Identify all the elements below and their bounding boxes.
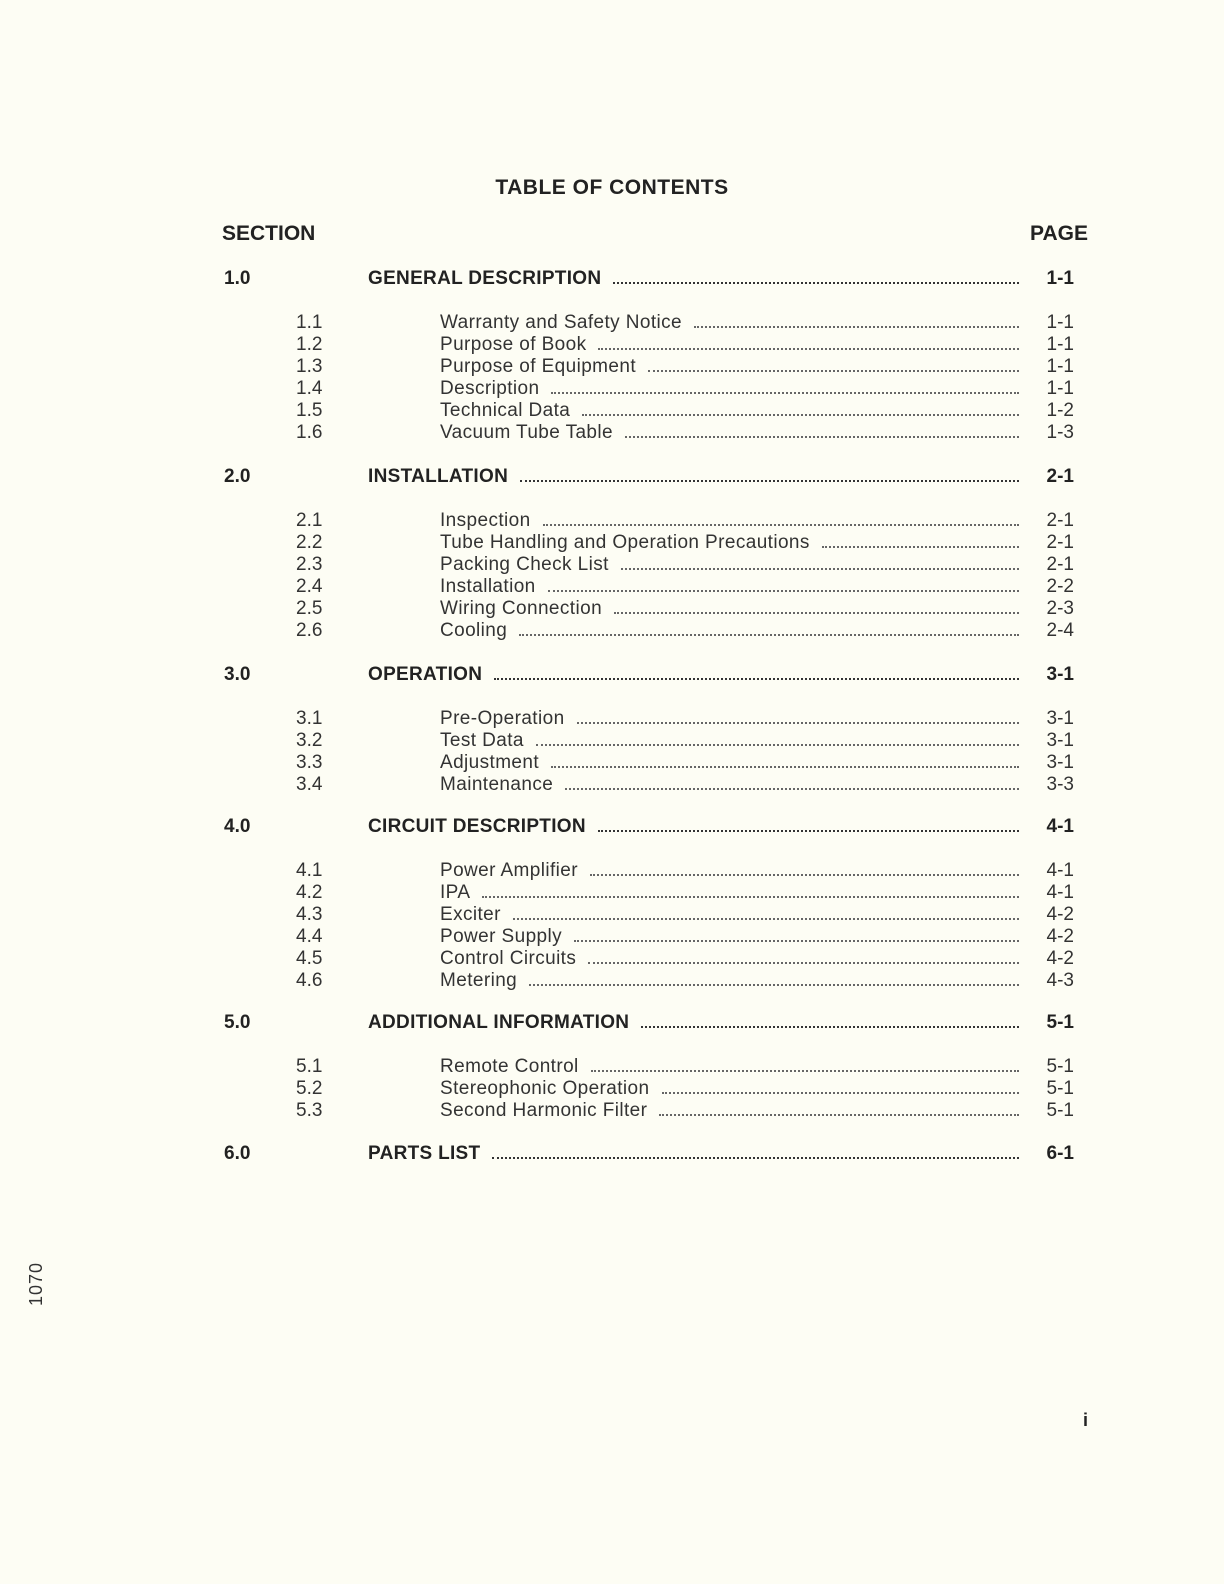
entry-title-group [440,620,1019,642]
page-ref: 2-4 [1046,620,1074,641]
subsection-number: 4.4 [296,926,323,947]
subsection-row [0,312,1224,334]
page-ref: 3-1 [1046,730,1074,751]
page-ref: 5-1 [1046,1078,1074,1099]
entry-title-group [440,970,1019,992]
page-ref: 5-1 [1046,1100,1074,1121]
entry-title-group [440,554,1019,576]
section-title: INSTALLATION [368,466,509,487]
page-ref: 1-1 [1046,268,1074,289]
section-row [0,466,1224,488]
page-ref: 2-1 [1046,510,1074,531]
entry-title-group [368,664,1019,686]
entry-title-group [440,598,1019,620]
subsection-row [0,708,1224,730]
entry-title-group [368,816,1019,838]
page-ref: 4-1 [1046,882,1074,903]
subsection-number: 1.4 [296,378,323,399]
section-title: CIRCUIT DESCRIPTION [368,816,586,837]
subsection-row [0,904,1224,926]
dot-leader [577,722,1019,724]
subsection-row [0,1078,1224,1100]
subsection-number: 4.3 [296,904,323,925]
dot-leader [641,1026,1019,1028]
dot-leader [529,984,1019,986]
subsection-number: 3.3 [296,752,323,773]
dot-leader [565,788,1019,790]
entry-title-group [440,774,1019,796]
dot-leader [621,568,1019,570]
page-ref: 1-1 [1046,312,1074,333]
section-number: 5.0 [224,1012,251,1033]
subsection-number: 1.3 [296,356,323,377]
dot-leader [613,282,1019,284]
dot-leader [551,392,1019,394]
dot-leader [614,612,1019,614]
subsection-row [0,926,1224,948]
subsection-row [0,752,1224,774]
page-ref: 1-3 [1046,422,1074,443]
section-row [0,1012,1224,1034]
subsection-row [0,620,1224,642]
subsection-number: 5.3 [296,1100,323,1121]
dot-leader [591,1070,1019,1072]
dot-leader [482,896,1019,898]
section-number: 1.0 [224,268,251,289]
section-row [0,1143,1224,1165]
subsection-title: Test Data [440,730,524,751]
section-row [0,664,1224,686]
subsection-number: 3.2 [296,730,323,751]
subsection-title: Warranty and Safety Notice [440,312,683,333]
page-ref: 3-1 [1046,664,1074,685]
page-number: i [1083,1410,1089,1430]
subsection-number: 1.6 [296,422,323,443]
subsection-number: 2.6 [296,620,323,641]
page-ref: 4-1 [1046,860,1074,881]
dot-leader [598,348,1019,350]
subsection-number: 5.1 [296,1056,323,1077]
subsection-title: Exciter [440,904,501,925]
dot-leader [598,830,1019,832]
subsection-number: 4.2 [296,882,323,903]
subsection-number: 2.4 [296,576,323,597]
section-number: 6.0 [224,1143,251,1164]
entry-title-group [440,904,1019,926]
dot-leader [662,1092,1020,1094]
page-ref: 1-1 [1046,378,1074,399]
section-row [0,268,1224,290]
subsection-row [0,730,1224,752]
section-column-header: SECTION [222,222,316,245]
subsection-title: Maintenance [440,774,554,795]
entry-title-group [440,312,1019,334]
subsection-row [0,970,1224,992]
subsection-row [0,882,1224,904]
entry-title-group [440,378,1019,400]
entry-title-group [440,730,1019,752]
subsection-row [0,510,1224,532]
subsection-title: Description [440,378,540,399]
page-title: TABLE OF CONTENTS [495,176,729,199]
subsection-number: 1.1 [296,312,323,333]
dot-leader [822,546,1019,548]
subsection-title: Vacuum Tube Table [440,422,613,443]
page-ref: 4-2 [1046,904,1074,925]
section-title: OPERATION [368,664,483,685]
dot-leader [543,524,1019,526]
entry-title-group [440,948,1019,970]
subsection-title: Control Circuits [440,948,577,969]
subsection-number: 3.4 [296,774,323,795]
subsection-title: Purpose of Equipment [440,356,637,377]
subsection-row [0,532,1224,554]
side-note-wrap [26,1246,48,1306]
page-ref: 2-3 [1046,598,1074,619]
entry-title-group [440,752,1019,774]
page-ref: 1-2 [1046,400,1074,421]
entry-title-group [440,1078,1019,1100]
page-ref: 3-1 [1046,752,1074,773]
subsection-title: Second Harmonic Filter [440,1100,648,1121]
entry-title-group [440,356,1019,378]
section-number: 3.0 [224,664,251,685]
dot-leader [513,918,1019,920]
subsection-number: 3.1 [296,708,323,729]
subsection-row [0,334,1224,356]
entry-title-group [440,510,1019,532]
subsection-title: Wiring Connection [440,598,603,619]
dot-leader [588,962,1019,964]
page-ref: 3-3 [1046,774,1074,795]
subsection-row [0,598,1224,620]
entry-title-group [440,860,1019,882]
subsection-row [0,378,1224,400]
dot-leader [519,634,1019,636]
subsection-row [0,356,1224,378]
subsection-number: 4.6 [296,970,323,991]
subsection-number: 4.1 [296,860,323,881]
page-ref: 4-1 [1046,816,1074,837]
dot-leader [659,1114,1019,1116]
subsection-title: Power Amplifier [440,860,578,881]
subsection-title: IPA [440,882,471,903]
dot-leader [590,874,1019,876]
entry-title-group [440,334,1019,356]
entry-title-group [368,268,1019,290]
entry-title-group [440,1056,1019,1078]
page-ref: 2-1 [1046,532,1074,553]
subsection-number: 2.2 [296,532,323,553]
dot-leader [548,590,1019,592]
subsection-number: 4.5 [296,948,323,969]
section-title: ADDITIONAL INFORMATION [368,1012,630,1033]
page-ref: 4-2 [1046,948,1074,969]
subsection-title: Stereophonic Operation [440,1078,650,1099]
entry-title-group [440,422,1019,444]
subsection-row [0,774,1224,796]
subsection-title: Tube Handling and Operation Precautions [440,532,810,553]
subsection-title: Pre-Operation [440,708,565,729]
subsection-number: 2.5 [296,598,323,619]
subsection-row [0,554,1224,576]
entry-title-group [368,1012,1019,1034]
dot-leader [648,370,1019,372]
dot-leader [494,678,1019,680]
subsection-title: Inspection [440,510,531,531]
dot-leader [536,744,1019,746]
subsection-title: Power Supply [440,926,563,947]
page-ref: 4-3 [1046,970,1074,991]
entry-title-group [440,708,1019,730]
subsection-row [0,576,1224,598]
entry-title-group [440,400,1019,422]
entry-title-group [368,1143,1019,1165]
subsection-row [0,860,1224,882]
dot-leader [625,436,1019,438]
page-ref: 2-1 [1046,554,1074,575]
subsection-row [0,422,1224,444]
section-title: PARTS LIST [368,1143,481,1164]
subsection-title: Metering [440,970,518,991]
entry-title-group [368,466,1019,488]
page-ref: 1-1 [1046,334,1074,355]
page-ref: 3-1 [1046,708,1074,729]
page-ref: 1-1 [1046,356,1074,377]
dot-leader [520,480,1019,482]
subsection-row [0,1056,1224,1078]
dot-leader [574,940,1019,942]
page-ref: 5-1 [1046,1012,1074,1033]
dot-leader [492,1157,1019,1159]
subsection-number: 2.1 [296,510,323,531]
page-column-header: PAGE [1030,222,1088,245]
subsection-number: 1.2 [296,334,323,355]
page-ref: 2-1 [1046,466,1074,487]
subsection-row [0,948,1224,970]
subsection-number: 5.2 [296,1078,323,1099]
side-note: 1070 [26,1261,46,1306]
subsection-title: Packing Check List [440,554,609,575]
section-number: 2.0 [224,466,251,487]
subsection-title: Purpose of Book [440,334,587,355]
entry-title-group [440,882,1019,904]
subsection-title: Cooling [440,620,508,641]
subsection-title: Technical Data [440,400,571,421]
subsection-number: 2.3 [296,554,323,575]
subsection-row [0,1100,1224,1122]
page-ref: 2-2 [1046,576,1074,597]
section-row [0,816,1224,838]
section-number: 4.0 [224,816,251,837]
dot-leader [694,326,1019,328]
subsection-title: Adjustment [440,752,540,773]
subsection-title: Installation [440,576,536,597]
entry-title-group [440,926,1019,948]
subsection-row [0,400,1224,422]
section-title: GENERAL DESCRIPTION [368,268,602,289]
subsection-number: 1.5 [296,400,323,421]
entry-title-group [440,576,1019,598]
entry-title-group [440,532,1019,554]
page-ref: 4-2 [1046,926,1074,947]
entry-title-group [440,1100,1019,1122]
page-ref: 6-1 [1046,1143,1074,1164]
subsection-title: Remote Control [440,1056,579,1077]
page-ref: 5-1 [1046,1056,1074,1077]
dot-leader [582,414,1019,416]
dot-leader [551,766,1019,768]
